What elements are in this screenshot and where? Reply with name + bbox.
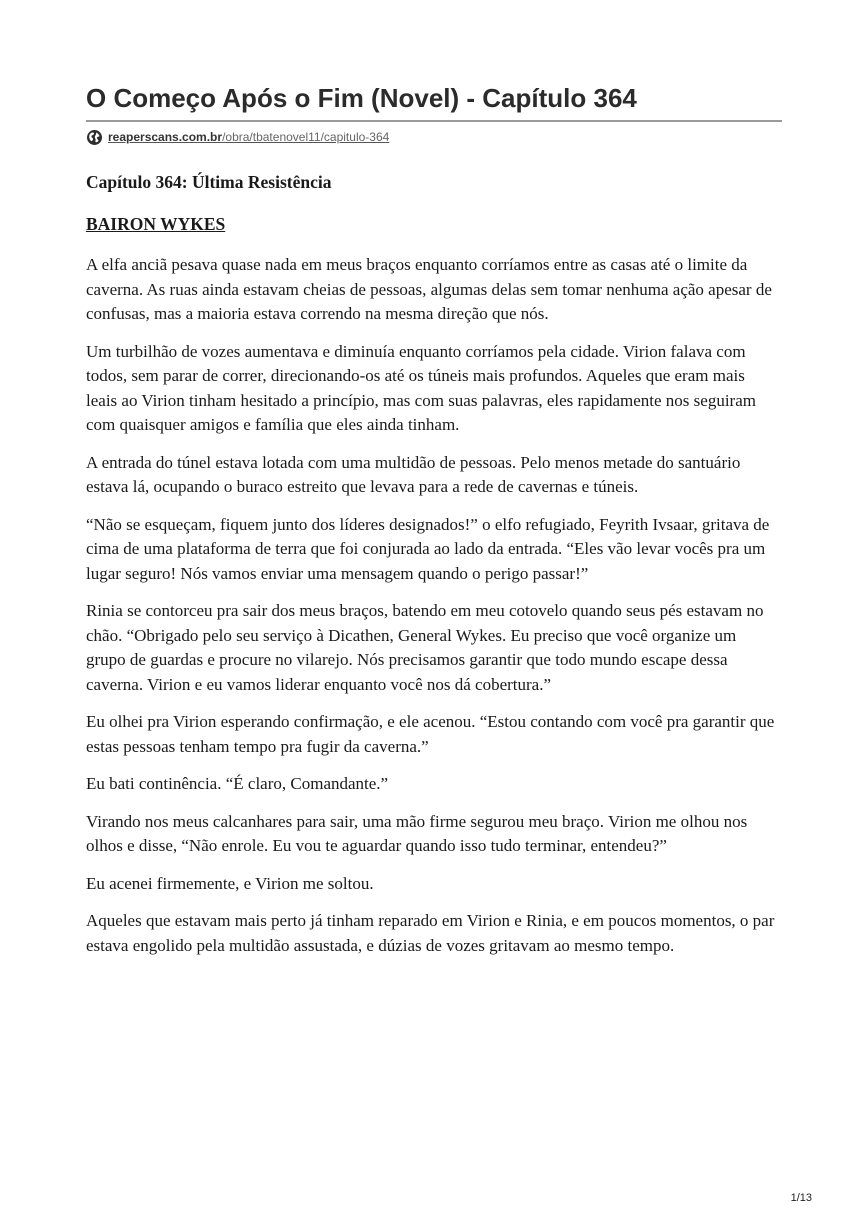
paragraph: Aqueles que estavam mais perto já tinham reparado em Virion e Rinia, e em poucos momentos, o par estava engolido pela multidão assustada, e dúzias de vozes gritavam ao mesmo tempo.	[86, 911, 775, 955]
paragraph: A entrada do túnel estava lotada com uma multidão de pessoas. Pelo menos metade do santuário estava lá, ocupando o buraco estreito que levava para a rede de cavernas e túneis.	[86, 452, 741, 496]
section-heading: BAIRON WYKES	[86, 213, 226, 234]
title-divider	[86, 120, 782, 122]
globe-icon	[86, 129, 103, 146]
paragraph: “Não se esqueçam, fiquem junto dos líderes designados!” o elfo refugiado, Feyrith Ivsaar, gritava de cima de uma plataforma de terra que foi conjurada ao lado da entrada. “Eles vão levar vocês pra um lugar seguro! Nós vamos enviar uma mensagem quando o perigo passar!”	[86, 514, 770, 583]
paragraph: Um turbilhão de vozes aumentava e diminuía enquanto corríamos pela cidade. Virion falava com todos, sem parar de correr, direcionando-os até os túneis mais profundos. Aqueles que eram mais leais ao Virion tinham hesitado a princípio, mas com suas palavras, eles rapidamente nos seguiram com quaisquer amigos e família que eles ainda tinham.	[86, 341, 756, 434]
paragraph: Eu acenei firmemente, e Virion me soltou.	[86, 873, 374, 893]
paragraph: Virando nos meus calcanhares para sair, uma mão firme segurou meu braço. Virion me olhou nos olhos e disse, “Não enrole. Eu vou te aguardar quando isso tudo terminar, entendeu?”	[86, 811, 748, 855]
source-path: /obra/tbatenovel11/capitulo-364	[222, 130, 390, 144]
source-domain: reaperscans.com.br	[108, 130, 223, 144]
paragraph: Eu olhei pra Virion esperando confirmação, e ele acenou. “Estou contando com você pra garantir que estas pessoas tenham tempo pra fugir da caverna.”	[86, 712, 775, 756]
chapter-content	[86, 170, 780, 971]
chapter-title: Capítulo 364: Última Resistência	[86, 172, 332, 192]
source-link[interactable]	[108, 130, 389, 144]
paragraph: Rinia se contorceu pra sair dos meus braços, batendo em meu cotovelo quando seus pés estavam no chão. “Obrigado pelo seu serviço à Dicathen, General Wykes. Eu preciso que você organize um grupo de guardas e procure no vilarejo. Nós precisamos garantir que todo mundo escape dessa caverna. Virion e eu vamos liderar enquanto você nos dá cobertura.”	[86, 601, 764, 694]
page-title: O Começo Após o Fim (Novel) - Capítulo 364	[86, 83, 637, 113]
paragraph: A elfa anciã pesava quase nada em meus braços enquanto corríamos entre as casas até o limite da caverna. As ruas ainda estavam cheias de pessoas, algumas delas sem tomar nenhuma ação apesar de confusas, mas a maioria estava correndo na mesma direção que nós.	[86, 255, 772, 323]
paragraph: Eu bati continência. “É claro, Comandante.”	[86, 774, 389, 793]
page-number: 1/13	[790, 1192, 812, 1204]
source-line	[86, 128, 389, 146]
